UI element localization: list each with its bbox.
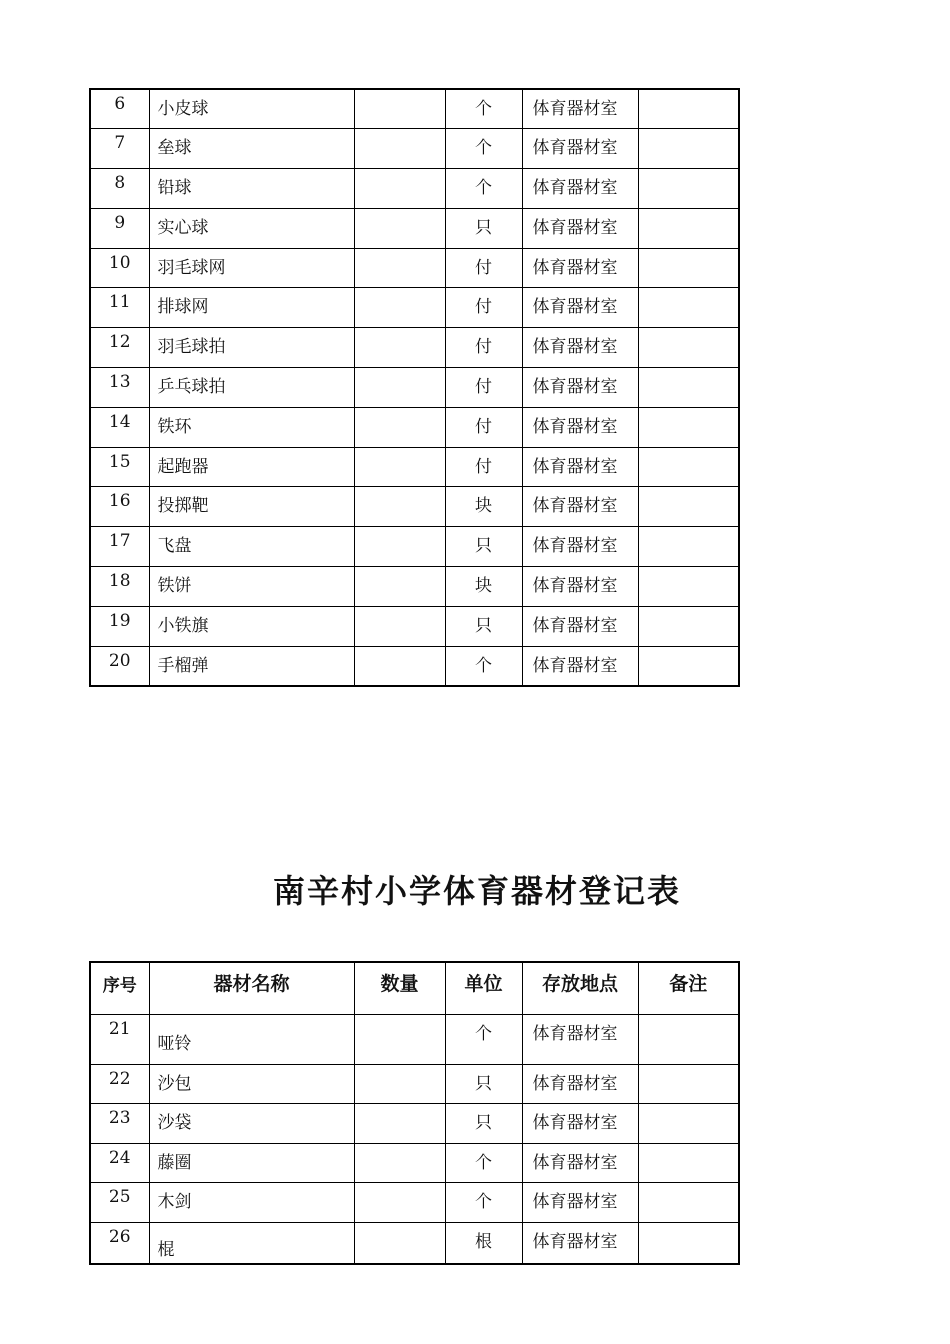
cell-qty [354,527,445,567]
cell-no: 8 [90,169,149,209]
cell-name: 羽毛球拍 [149,328,354,368]
cell-name: 起跑器 [149,447,354,487]
cell-name: 小铁旗 [149,606,354,646]
cell-unit: 个 [445,1183,522,1223]
cell-no: 9 [90,208,149,248]
cell-location: 体育器材室 [522,368,638,408]
cell-note [638,1104,739,1144]
equipment-registration-table [89,961,740,1265]
header-location: 存放地点 [522,962,638,1014]
cell-qty [354,1064,445,1104]
cell-name: 铁环 [149,407,354,447]
cell-unit: 付 [445,447,522,487]
cell-qty [354,1143,445,1183]
cell-location: 体育器材室 [522,1222,638,1264]
cell-qty [354,208,445,248]
cell-note [638,169,739,209]
cell-unit: 只 [445,527,522,567]
cell-location: 体育器材室 [522,1014,638,1064]
cell-no: 13 [90,368,149,408]
table-row [90,208,739,248]
cell-qty [354,288,445,328]
cell-name: 羽毛球网 [149,248,354,288]
cell-note [638,407,739,447]
cell-no: 26 [90,1222,149,1264]
cell-note [638,89,739,129]
table-row [90,129,739,169]
cell-location: 体育器材室 [522,1104,638,1144]
cell-qty [354,328,445,368]
table-row [90,1064,739,1104]
cell-no: 24 [90,1143,149,1183]
table-row [90,1014,739,1064]
cell-no: 19 [90,606,149,646]
cell-unit: 块 [445,567,522,607]
cell-location: 体育器材室 [522,248,638,288]
cell-qty [354,368,445,408]
table-row [90,248,739,288]
cell-note [638,1014,739,1064]
cell-qty [354,487,445,527]
table-row [90,1222,739,1264]
cell-note [638,1143,739,1183]
cell-name: 飞盘 [149,527,354,567]
cell-unit: 个 [445,1014,522,1064]
cell-qty [354,606,445,646]
cell-unit: 付 [445,407,522,447]
cell-qty [354,1222,445,1264]
cell-note [638,606,739,646]
cell-qty [354,1014,445,1064]
table-row [90,288,739,328]
cell-location: 体育器材室 [522,1183,638,1223]
cell-location: 体育器材室 [522,487,638,527]
cell-no: 23 [90,1104,149,1144]
cell-unit: 只 [445,1064,522,1104]
table-row [90,527,739,567]
cell-name: 铁饼 [149,567,354,607]
cell-qty [354,567,445,607]
cell-name: 乒乓球拍 [149,368,354,408]
cell-no: 7 [90,129,149,169]
table-row [90,89,739,129]
cell-qty [354,169,445,209]
cell-no: 17 [90,527,149,567]
cell-location: 体育器材室 [522,288,638,328]
cell-note [638,646,739,686]
cell-note [638,447,739,487]
cell-no: 21 [90,1014,149,1064]
cell-note [638,248,739,288]
cell-note [638,487,739,527]
cell-no: 22 [90,1064,149,1104]
cell-qty [354,646,445,686]
cell-unit: 付 [445,248,522,288]
cell-name: 手榴弹 [149,646,354,686]
cell-qty [354,248,445,288]
table-row [90,169,739,209]
cell-unit: 只 [445,208,522,248]
cell-unit: 根 [445,1222,522,1264]
table-row [90,567,739,607]
cell-unit: 个 [445,169,522,209]
table-row [90,1143,739,1183]
cell-name: 排球网 [149,288,354,328]
cell-no: 16 [90,487,149,527]
cell-qty [354,1104,445,1144]
cell-note [638,1064,739,1104]
cell-note [638,527,739,567]
header-qty: 数量 [354,962,445,1014]
cell-unit: 个 [445,89,522,129]
cell-location: 体育器材室 [522,447,638,487]
cell-unit: 付 [445,288,522,328]
header-no: 序号 [90,962,149,1014]
cell-location: 体育器材室 [522,606,638,646]
cell-name: 实心球 [149,208,354,248]
header-note: 备注 [638,962,739,1014]
cell-unit: 块 [445,487,522,527]
table-row [90,368,739,408]
cell-unit: 付 [445,328,522,368]
cell-location: 体育器材室 [522,129,638,169]
cell-note [638,129,739,169]
cell-no: 14 [90,407,149,447]
table-row [90,407,739,447]
cell-name: 铅球 [149,169,354,209]
cell-qty [354,89,445,129]
cell-qty [354,1183,445,1223]
cell-location: 体育器材室 [522,169,638,209]
header-name: 器材名称 [149,962,354,1014]
table-row [90,1104,739,1144]
cell-location: 体育器材室 [522,208,638,248]
cell-name: 沙袋 [149,1104,354,1144]
cell-unit: 个 [445,129,522,169]
cell-qty [354,129,445,169]
cell-no: 12 [90,328,149,368]
header-unit: 单位 [445,962,522,1014]
cell-location: 体育器材室 [522,567,638,607]
cell-note [638,1183,739,1223]
cell-name: 木剑 [149,1183,354,1223]
cell-note [638,1222,739,1264]
cell-note [638,288,739,328]
cell-location: 体育器材室 [522,89,638,129]
cell-no: 11 [90,288,149,328]
cell-name: 垒球 [149,129,354,169]
cell-note [638,208,739,248]
table-row [90,646,739,686]
table-row [90,606,739,646]
cell-name: 小皮球 [149,89,354,129]
equipment-table-continued [89,88,740,687]
table-header-row [90,962,739,1014]
cell-qty [354,407,445,447]
cell-location: 体育器材室 [522,527,638,567]
cell-location: 体育器材室 [522,407,638,447]
cell-no: 18 [90,567,149,607]
page-title: 南辛村小学体育器材登记表 [272,872,681,910]
cell-no: 20 [90,646,149,686]
cell-location: 体育器材室 [522,646,638,686]
table-row [90,447,739,487]
cell-unit: 个 [445,1143,522,1183]
cell-name: 棍 [149,1222,354,1264]
cell-unit: 只 [445,606,522,646]
cell-name: 投掷靶 [149,487,354,527]
cell-unit: 个 [445,646,522,686]
cell-no: 25 [90,1183,149,1223]
cell-note [638,328,739,368]
cell-location: 体育器材室 [522,328,638,368]
cell-unit: 只 [445,1104,522,1144]
table-row [90,1183,739,1223]
cell-no: 6 [90,89,149,129]
cell-unit: 付 [445,368,522,408]
table-row [90,487,739,527]
cell-name: 沙包 [149,1064,354,1104]
cell-location: 体育器材室 [522,1143,638,1183]
cell-no: 15 [90,447,149,487]
cell-qty [354,447,445,487]
cell-location: 体育器材室 [522,1064,638,1104]
cell-name: 哑铃 [149,1014,354,1064]
cell-note [638,368,739,408]
cell-name: 藤圈 [149,1143,354,1183]
table-row [90,328,739,368]
cell-no: 10 [90,248,149,288]
cell-note [638,567,739,607]
